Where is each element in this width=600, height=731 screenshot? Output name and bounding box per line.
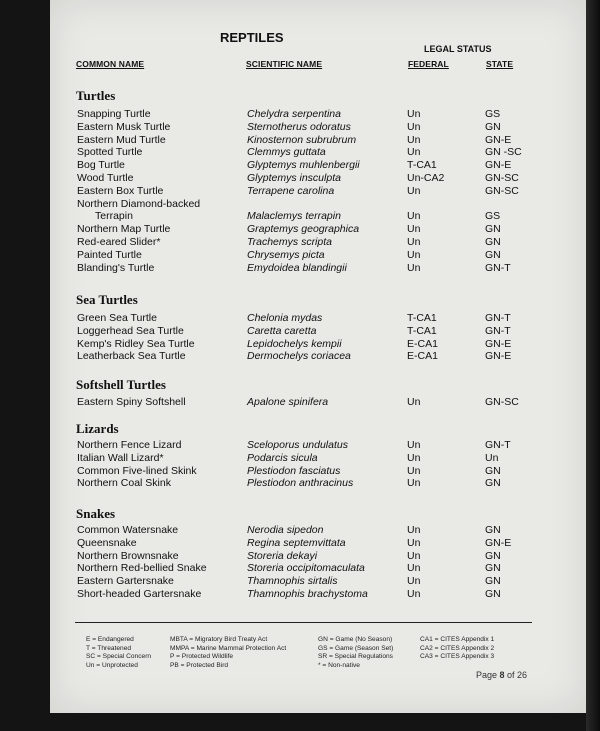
federal-status-cell: T-CA1 xyxy=(407,312,437,324)
section-heading: Sea Turtles xyxy=(76,292,138,307)
state-status-cell: GN xyxy=(485,120,501,133)
common-name-cell: Eastern Musk Turtle xyxy=(77,120,171,133)
state-status-cell: GN-T xyxy=(485,439,511,451)
scientific-name-cell: Kinosternon subrubrum xyxy=(247,133,357,146)
legend-item: SR = Special Regulations xyxy=(318,653,393,660)
common-name-cell: Eastern Box Turtle xyxy=(77,184,164,197)
scientific-name-cell: Chelonia mydas xyxy=(247,312,323,324)
federal-status-cell: Un xyxy=(407,588,421,600)
scientific-name-cell: Sternotherus odoratus xyxy=(247,120,351,133)
section-heading: Turtles xyxy=(76,88,116,103)
common-name-cell: Italian Wall Lizard* xyxy=(77,451,164,464)
legend-item: E = Endangered xyxy=(86,636,134,643)
footer-divider xyxy=(75,622,532,623)
legend-item: GN = Game (No Season) xyxy=(318,636,393,643)
page-title: REPTILES xyxy=(220,30,284,45)
state-status-cell: GN xyxy=(485,575,501,588)
state-status-cell: GN -SC xyxy=(485,146,522,159)
state-status-cell: GN-T xyxy=(485,324,511,337)
legend-item: GS = Game (Season Set) xyxy=(318,644,394,652)
federal-header: FEDERAL xyxy=(408,59,449,69)
common-name-header: COMMON NAME xyxy=(76,59,145,69)
legend-item: CA1 = CITES Appendix 1 xyxy=(420,636,495,643)
common-name-cell: Northern Diamond-backed xyxy=(77,197,201,210)
state-status-cell: GN xyxy=(485,562,501,575)
state-status-cell: GN-SC xyxy=(485,184,519,197)
common-name-cell: Northern Coal Skink xyxy=(77,477,171,490)
legal-status-header: LEGAL STATUS xyxy=(424,44,492,54)
state-status-cell: GN xyxy=(485,524,501,536)
common-name-cell: Red-eared Slider* xyxy=(77,236,161,248)
federal-status-cell: T-CA1 xyxy=(407,324,437,337)
section-heading: Snakes xyxy=(76,506,116,521)
state-status-cell: GN-SC xyxy=(485,172,519,184)
common-name-cell: Terrapin xyxy=(95,210,133,223)
state-status-cell: GN-E xyxy=(485,337,512,350)
section-heading: Lizards xyxy=(76,421,119,436)
scientific-name-header: SCIENTIFIC NAME xyxy=(246,59,323,69)
state-status-cell: GN xyxy=(485,223,501,236)
page-prefix: Page xyxy=(476,670,500,680)
common-name-cell: Queensnake xyxy=(77,536,137,549)
common-name-cell: Northern Map Turtle xyxy=(77,223,171,236)
scientific-name-cell: Regina septemvittata xyxy=(247,536,346,549)
federal-status-cell: Un xyxy=(407,210,421,223)
federal-status-cell: Un xyxy=(407,549,421,562)
legend-item: MBTA = Migratory Bird Treaty Act xyxy=(170,636,268,643)
common-name-cell: Green Sea Turtle xyxy=(77,312,157,324)
common-name-cell: Kemp's Ridley Sea Turtle xyxy=(77,337,195,350)
scientific-name-cell: Thamnophis sirtalis xyxy=(247,575,338,588)
common-name-cell: Loggerhead Sea Turtle xyxy=(77,324,184,337)
page-current: 8 xyxy=(499,670,505,680)
federal-status-cell: Un-CA2 xyxy=(407,172,445,184)
federal-status-cell: T-CA1 xyxy=(407,159,437,172)
state-header: STATE xyxy=(486,59,514,69)
legend-item: P = Protected Wildlife xyxy=(170,653,234,660)
scientific-name-cell: Caretta caretta xyxy=(247,324,317,337)
scientific-name-cell: Storeria occipitomaculata xyxy=(247,562,365,575)
state-status-cell: GN xyxy=(485,464,501,477)
state-status-cell: GS xyxy=(485,108,501,120)
common-name-cell: Spotted Turtle xyxy=(77,146,143,159)
common-name-cell: Short-headed Gartersnake xyxy=(77,588,202,600)
state-status-cell: GN xyxy=(485,248,501,261)
common-name-cell: Eastern Spiny Softshell xyxy=(77,396,186,408)
legend-col-4 xyxy=(420,636,494,662)
state-status-cell: GN xyxy=(485,588,501,600)
common-name-cell: Wood Turtle xyxy=(77,172,134,184)
scientific-name-cell: Apalone spinifera xyxy=(247,396,329,408)
common-name-cell: Blanding's Turtle xyxy=(77,261,155,274)
federal-status-cell: Un xyxy=(407,396,421,408)
legend-item: CA2 = CITES Appendix 2 xyxy=(420,644,495,652)
legend-item: MMPA = Marine Mammal Protection Act xyxy=(170,644,287,652)
scientific-name-cell: Plestiodon anthracinus xyxy=(247,477,354,490)
common-name-cell: Northern Brownsnake xyxy=(77,549,179,562)
legend-item: T = Threatened xyxy=(86,644,132,652)
legend-item: Un = Unprotected xyxy=(86,661,138,669)
legend-item: PB = Protected Bird xyxy=(170,661,229,669)
state-status-cell: GN xyxy=(485,549,501,562)
federal-status-cell: Un xyxy=(407,464,421,477)
state-status-cell: GN-E xyxy=(485,159,512,172)
common-name-cell: Painted Turtle xyxy=(77,248,142,261)
common-name-cell: Leatherback Sea Turtle xyxy=(77,350,186,363)
scientific-name-cell: Emydoidea blandingii xyxy=(247,261,347,274)
federal-status-cell: Un xyxy=(407,133,421,146)
common-name-cell: Eastern Mud Turtle xyxy=(77,133,166,146)
scientific-name-cell: Dermochelys coriacea xyxy=(247,350,351,363)
page-number xyxy=(476,670,527,680)
state-status-cell: GN xyxy=(485,477,501,490)
federal-status-cell: Un xyxy=(407,223,421,236)
scientific-name-cell: Trachemys scripta xyxy=(247,236,332,248)
scientific-name-cell: Terrapene carolina xyxy=(247,184,335,197)
federal-status-cell: Un xyxy=(407,575,421,588)
federal-status-cell: E-CA1 xyxy=(407,350,438,363)
scientific-name-cell: Clemmys guttata xyxy=(247,146,326,159)
section-heading: Softshell Turtles xyxy=(76,377,166,392)
state-status-cell: GN xyxy=(485,236,501,248)
federal-status-cell: Un xyxy=(407,562,421,575)
federal-status-cell: Un xyxy=(407,248,421,261)
common-name-cell: Common Watersnake xyxy=(77,524,179,536)
common-name-cell: Bog Turtle xyxy=(77,159,125,172)
common-name-cell: Common Five-lined Skink xyxy=(77,464,197,477)
state-status-cell: GN-T xyxy=(485,261,511,274)
state-status-cell: GN-E xyxy=(485,536,512,549)
federal-status-cell: Un xyxy=(407,524,421,536)
scientific-name-cell: Sceloporus undulatus xyxy=(247,439,348,451)
legend-col-1 xyxy=(86,636,151,670)
federal-status-cell: E-CA1 xyxy=(407,337,438,350)
federal-status-cell: Un xyxy=(407,146,421,159)
scientific-name-cell: Thamnophis brachystoma xyxy=(247,588,368,600)
scientific-name-cell: Graptemys geographica xyxy=(247,223,360,236)
state-status-cell: GN-E xyxy=(485,350,512,363)
legend-item: SC = Special Concern xyxy=(86,653,152,660)
scientific-name-cell: Lepidochelys kempii xyxy=(247,337,342,350)
common-name-cell: Northern Fence Lizard xyxy=(77,439,182,451)
legend-item: CA3 = CITES Appendix 3 xyxy=(420,653,495,660)
state-status-cell: GN-E xyxy=(485,133,512,146)
federal-status-cell: Un xyxy=(407,184,421,197)
scientific-name-cell: Plestiodon fasciatus xyxy=(247,464,341,477)
scientific-name-cell: Nerodia sipedon xyxy=(247,524,324,536)
federal-status-cell: Un xyxy=(407,439,421,451)
scientific-name-cell: Glyptemys muhlenbergii xyxy=(247,159,360,172)
scientific-name-cell: Podarcis sicula xyxy=(247,451,318,464)
legend-item: * = Non-native xyxy=(318,661,360,669)
common-name-cell: Eastern Gartersnake xyxy=(77,575,174,588)
scientific-name-cell: Glyptemys insculpta xyxy=(247,172,341,184)
state-status-cell: GS xyxy=(485,210,501,223)
legend-col-2 xyxy=(170,636,286,670)
federal-status-cell: Un xyxy=(407,261,421,274)
scientific-name-cell: Malaclemys terrapin xyxy=(247,210,341,223)
federal-status-cell: Un xyxy=(407,108,421,120)
federal-status-cell: Un xyxy=(407,477,421,490)
common-name-cell: Snapping Turtle xyxy=(77,108,151,120)
scientific-name-cell: Storeria dekayi xyxy=(247,549,318,562)
common-name-cell: Northern Red-bellied Snake xyxy=(77,562,207,575)
state-status-cell: GN-SC xyxy=(485,396,519,408)
page-suffix: of 26 xyxy=(504,670,528,680)
scientific-name-cell: Chelydra serpentina xyxy=(247,108,341,120)
federal-status-cell: Un xyxy=(407,120,421,133)
federal-status-cell: Un xyxy=(407,236,421,248)
state-status-cell: GN-T xyxy=(485,312,511,324)
scientific-name-cell: Chrysemys picta xyxy=(247,248,325,261)
federal-status-cell: Un xyxy=(407,536,421,549)
state-status-cell: Un xyxy=(485,451,499,464)
screen-edge xyxy=(586,0,600,731)
federal-status-cell: Un xyxy=(407,451,421,464)
legend-col-3 xyxy=(318,636,393,670)
